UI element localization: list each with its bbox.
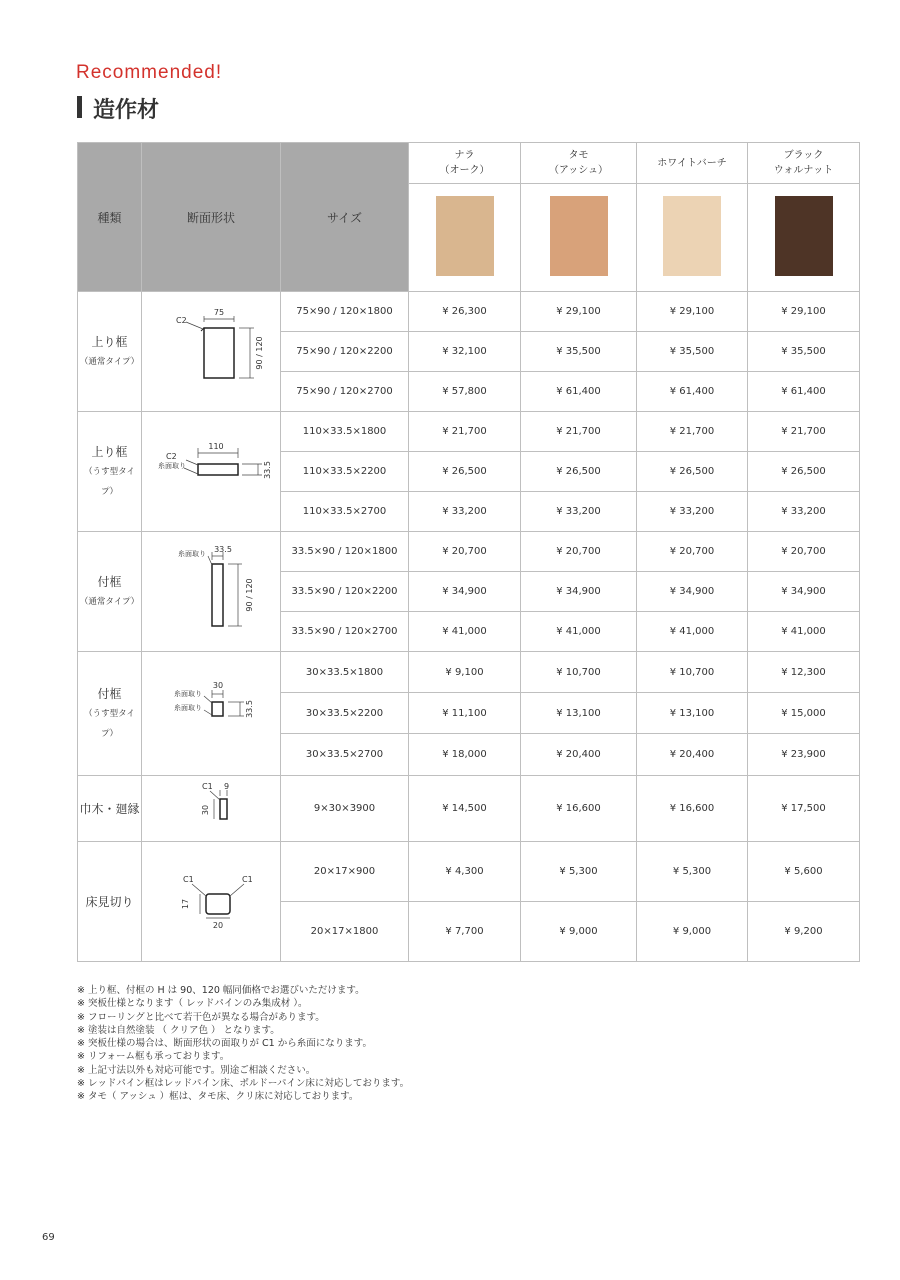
cross-section-diagram xyxy=(142,292,281,412)
price-table xyxy=(77,142,860,962)
wood-swatch-nara xyxy=(436,196,494,276)
size-cell: 110×33.5×1800 xyxy=(281,412,409,452)
price-cell: ¥ 61,400 xyxy=(748,372,860,412)
price-cell: ¥ 41,000 xyxy=(748,612,860,652)
size-cell: 33.5×90 / 120×2200 xyxy=(281,572,409,612)
section-agarikamachi-thin xyxy=(146,430,276,510)
price-cell: ¥ 26,500 xyxy=(748,452,860,492)
price-cell: ¥ 16,600 xyxy=(521,776,637,842)
price-cell: ¥ 14,500 xyxy=(409,776,521,842)
svg-text:110: 110 xyxy=(208,442,224,451)
svg-text:9: 9 xyxy=(224,782,230,791)
price-cell: ¥ 20,400 xyxy=(637,734,748,776)
notes xyxy=(77,984,409,1104)
wood-swatch-tamo xyxy=(550,196,608,276)
price-cell: ¥ 29,100 xyxy=(521,292,637,332)
price-cell: ¥ 32,100 xyxy=(409,332,521,372)
svg-text:33.5: 33.5 xyxy=(263,461,272,479)
price-cell: ¥ 21,700 xyxy=(748,412,860,452)
price-cell: ¥ 16,600 xyxy=(637,776,748,842)
section-yukamikiri xyxy=(146,850,276,950)
price-cell: ¥ 15,000 xyxy=(748,693,860,734)
section-tsukekamachi-thin xyxy=(146,672,276,752)
price-cell: ¥ 23,900 xyxy=(748,734,860,776)
size-cell: 110×33.5×2200 xyxy=(281,452,409,492)
svg-text:糸面取り: 糸面取り xyxy=(158,462,186,470)
size-cell: 33.5×90 / 120×2700 xyxy=(281,612,409,652)
price-cell: ¥ 26,500 xyxy=(521,452,637,492)
price-cell: ¥ 41,000 xyxy=(521,612,637,652)
price-cell: ¥ 5,300 xyxy=(637,842,748,902)
note-line: ※ リフォーム框も承っております。 xyxy=(77,1051,230,1063)
svg-text:C1: C1 xyxy=(242,875,253,884)
price-cell: ¥ 20,700 xyxy=(637,532,748,572)
size-cell: 20×17×900 xyxy=(281,842,409,902)
size-cell: 20×17×1800 xyxy=(281,902,409,962)
price-cell: ¥ 13,100 xyxy=(637,693,748,734)
price-cell: ¥ 5,300 xyxy=(521,842,637,902)
note-line: ※ タモ（ アッシュ ）框は、タモ床、クリ床に対応しております。 xyxy=(77,1091,359,1103)
size-cell: 30×33.5×2200 xyxy=(281,693,409,734)
wood-header-tamo: タモ （アッシュ） xyxy=(521,143,637,184)
price-cell: ¥ 20,400 xyxy=(521,734,637,776)
price-cell: ¥ 20,700 xyxy=(748,532,860,572)
price-cell: ¥ 35,500 xyxy=(521,332,637,372)
svg-text:30: 30 xyxy=(201,804,210,816)
kind-cell: 付框 （うす型タイプ） xyxy=(78,652,142,776)
price-cell: ¥ 61,400 xyxy=(521,372,637,412)
price-cell: ¥ 26,500 xyxy=(409,452,521,492)
price-cell: ¥ 9,200 xyxy=(748,902,860,962)
price-cell: ¥ 4,300 xyxy=(409,842,521,902)
svg-text:C2: C2 xyxy=(176,316,187,325)
price-cell: ¥ 9,000 xyxy=(521,902,637,962)
price-cell: ¥ 34,900 xyxy=(409,572,521,612)
kind-cell: 上り框 （通常タイプ） xyxy=(78,292,142,412)
price-cell: ¥ 12,300 xyxy=(748,652,860,693)
price-cell: ¥ 21,700 xyxy=(409,412,521,452)
note-line: ※ フローリングと比べて若干色が異なる場合があります。 xyxy=(77,1011,325,1023)
title-accent-bar xyxy=(77,96,82,118)
cross-section-diagram xyxy=(142,652,281,776)
cross-section-diagram xyxy=(142,412,281,532)
header-size: サイズ xyxy=(281,143,409,292)
wood-header-nara: ナラ （オーク） xyxy=(409,143,521,184)
size-cell: 75×90 / 120×2700 xyxy=(281,372,409,412)
svg-text:糸面取り: 糸面取り xyxy=(174,690,202,698)
svg-text:糸面取り: 糸面取り xyxy=(174,704,202,712)
size-cell: 30×33.5×1800 xyxy=(281,652,409,693)
note-line: ※ レッドパイン框はレッドパイン床、ボルドーパイン床に対応しております。 xyxy=(77,1078,410,1090)
recommended-label: Recommended! xyxy=(76,62,223,83)
price-cell: ¥ 41,000 xyxy=(637,612,748,652)
price-cell: ¥ 57,800 xyxy=(409,372,521,412)
price-cell: ¥ 7,700 xyxy=(409,902,521,962)
price-cell: ¥ 29,100 xyxy=(637,292,748,332)
wood-swatch-white-birch xyxy=(663,196,721,276)
svg-text:90 / 120: 90 / 120 xyxy=(255,336,264,370)
section-habaki xyxy=(146,777,276,837)
size-cell: 110×33.5×2700 xyxy=(281,492,409,532)
price-cell: ¥ 33,200 xyxy=(521,492,637,532)
price-cell: ¥ 33,200 xyxy=(637,492,748,532)
size-cell: 30×33.5×2700 xyxy=(281,734,409,776)
price-cell: ¥ 33,200 xyxy=(409,492,521,532)
price-cell: ¥ 26,300 xyxy=(409,292,521,332)
price-cell: ¥ 41,000 xyxy=(409,612,521,652)
price-cell: ¥ 20,700 xyxy=(409,532,521,572)
cross-section-diagram xyxy=(142,842,281,962)
price-cell: ¥ 34,900 xyxy=(748,572,860,612)
size-cell: 75×90 / 120×2200 xyxy=(281,332,409,372)
price-cell: ¥ 33,200 xyxy=(748,492,860,532)
page-title: 造作材 xyxy=(93,98,160,123)
wood-swatch-black-walnut xyxy=(775,196,833,276)
cross-section-diagram xyxy=(142,776,281,842)
wood-header-black-walnut: ブラック ウォルナット xyxy=(748,143,860,184)
page-number: 69 xyxy=(42,1232,55,1243)
size-cell: 9×30×3900 xyxy=(281,776,409,842)
kind-cell: 床見切り xyxy=(78,842,142,962)
price-cell: ¥ 21,700 xyxy=(521,412,637,452)
price-cell: ¥ 18,000 xyxy=(409,734,521,776)
kind-cell: 上り框 （うす型タイプ） xyxy=(78,412,142,532)
note-line: ※ 塗装は自然塗装 （ クリア色 ） となります。 xyxy=(77,1024,280,1036)
price-cell: ¥ 10,700 xyxy=(637,652,748,693)
header-kind: 種類 xyxy=(78,143,142,292)
note-line: ※ 突板仕様となります（ レッドパインのみ集成材 ）。 xyxy=(77,998,308,1010)
size-cell: 33.5×90 / 120×1800 xyxy=(281,532,409,572)
price-cell: ¥ 26,500 xyxy=(637,452,748,492)
svg-text:C1: C1 xyxy=(202,782,213,791)
price-cell: ¥ 21,700 xyxy=(637,412,748,452)
size-cell: 75×90 / 120×1800 xyxy=(281,292,409,332)
section-agarikamachi-standard xyxy=(146,300,276,400)
svg-text:糸面取り: 糸面取り xyxy=(178,550,206,558)
note-line: ※ 上記寸法以外も対応可能です。別途ご相談ください。 xyxy=(77,1064,316,1076)
svg-text:20: 20 xyxy=(212,921,224,930)
note-line: ※ 上り框、付框の H は 90、120 幅同価格でお選びいただけます。 xyxy=(77,985,365,996)
svg-text:90 / 120: 90 / 120 xyxy=(245,578,254,612)
section-tsukekamachi-standard xyxy=(146,540,276,640)
svg-text:30: 30 xyxy=(212,681,224,690)
price-cell: ¥ 35,500 xyxy=(637,332,748,372)
kind-cell: 巾木・廻縁 xyxy=(78,776,142,842)
svg-text:33.5: 33.5 xyxy=(245,700,254,718)
price-cell: ¥ 34,900 xyxy=(637,572,748,612)
price-cell: ¥ 13,100 xyxy=(521,693,637,734)
wood-header-white-birch: ホワイトバーチ xyxy=(637,143,748,184)
svg-text:C1: C1 xyxy=(183,875,194,884)
price-cell: ¥ 17,500 xyxy=(748,776,860,842)
svg-text:17: 17 xyxy=(181,898,190,910)
price-cell: ¥ 35,500 xyxy=(748,332,860,372)
price-cell: ¥ 9,100 xyxy=(409,652,521,693)
price-cell: ¥ 9,000 xyxy=(637,902,748,962)
price-cell: ¥ 34,900 xyxy=(521,572,637,612)
svg-text:C2: C2 xyxy=(166,452,177,461)
price-cell: ¥ 10,700 xyxy=(521,652,637,693)
cross-section-diagram xyxy=(142,532,281,652)
svg-text:33.5: 33.5 xyxy=(214,545,232,554)
price-cell: ¥ 29,100 xyxy=(748,292,860,332)
price-cell: ¥ 20,700 xyxy=(521,532,637,572)
kind-cell: 付框 （通常タイプ） xyxy=(78,532,142,652)
price-cell: ¥ 61,400 xyxy=(637,372,748,412)
price-cell: ¥ 11,100 xyxy=(409,693,521,734)
svg-text:75: 75 xyxy=(213,308,225,317)
price-cell: ¥ 5,600 xyxy=(748,842,860,902)
header-shape: 断面形状 xyxy=(142,143,281,292)
note-line: ※ 突板仕様の場合は、断面形状の面取りが C1 から糸面になります。 xyxy=(77,1038,372,1050)
